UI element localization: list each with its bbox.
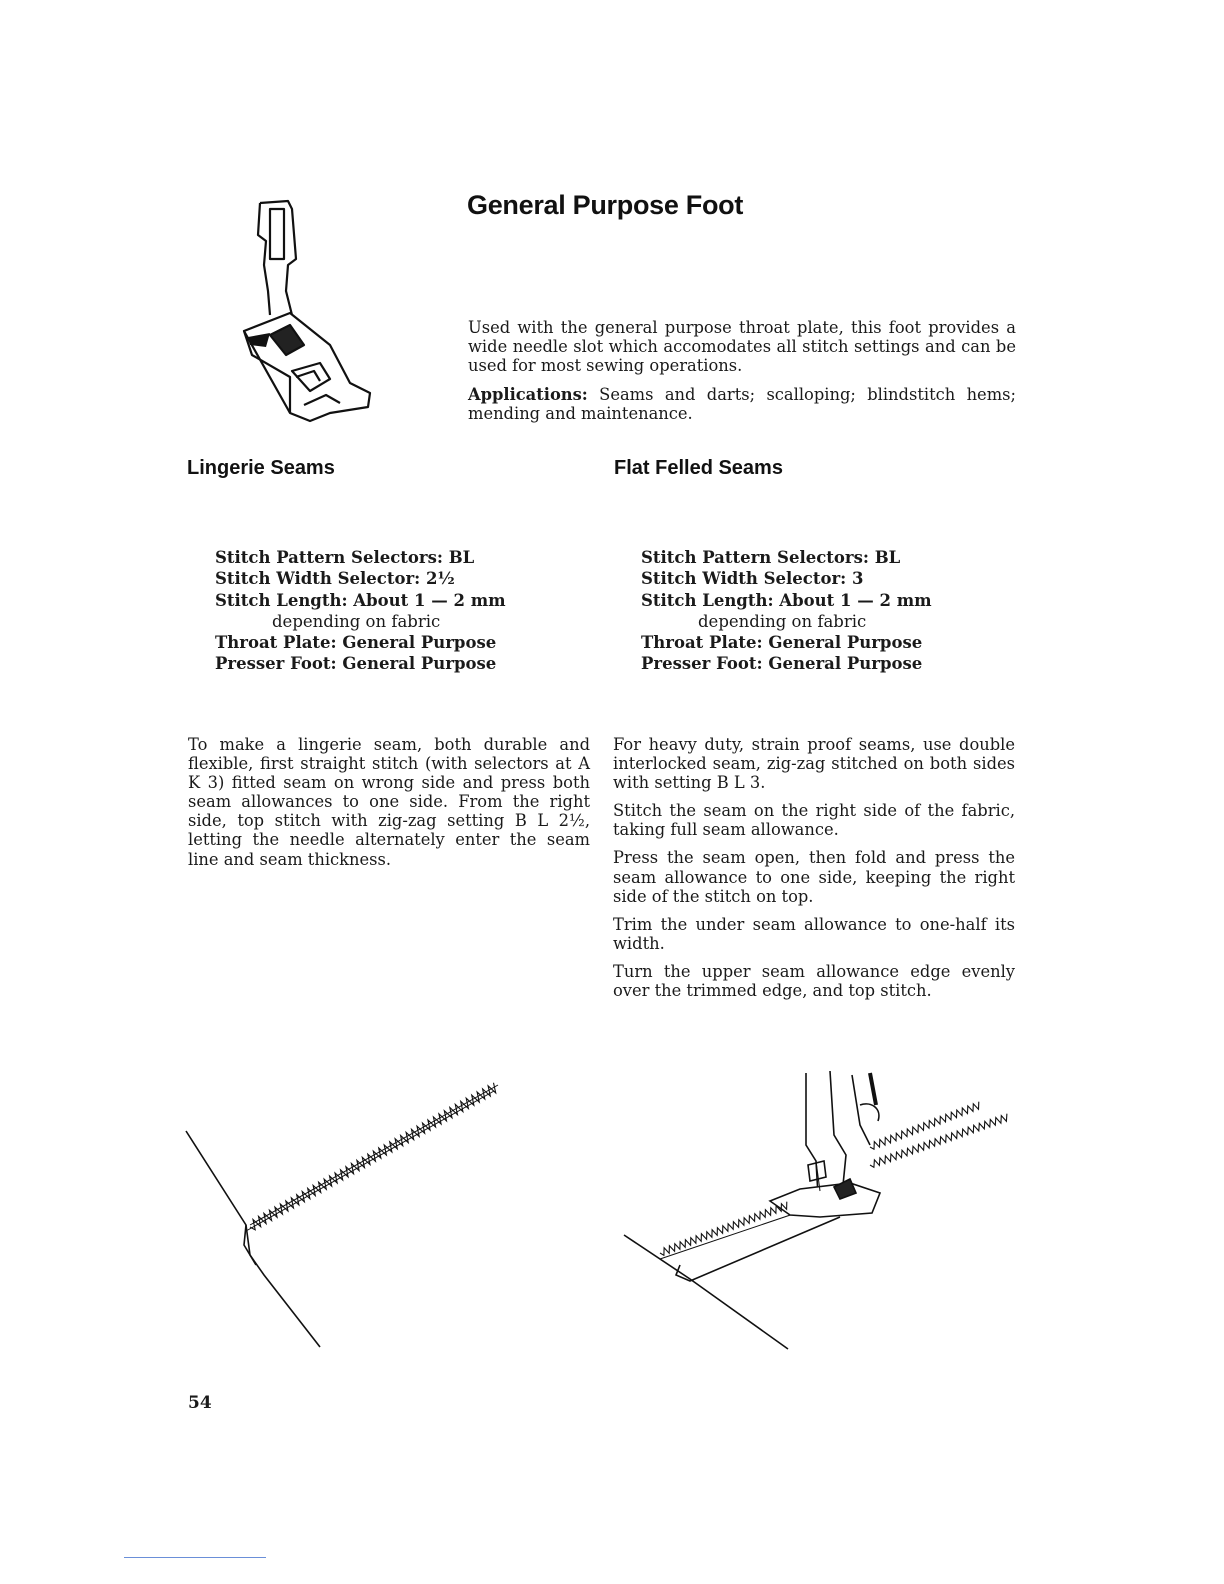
applications-label: Applications:: [468, 384, 588, 404]
spec-length-note: depending on fabric: [698, 611, 867, 631]
flatfelled-paragraph-2: Stitch the seam on the right side of the fabric, taking full seam allowance.: [613, 801, 1015, 840]
flatfelled-paragraph-4: Trim the under seam allowance to one-half its width.: [613, 914, 1015, 953]
lingerie-body: [188, 735, 590, 878]
spec-length: Stitch Length: About 1 — 2 mm: [215, 590, 506, 610]
flatfelled-body: [613, 735, 1015, 1009]
zigzag-stitch: [250, 1083, 496, 1230]
presser-foot-illustration: [230, 195, 370, 425]
lingerie-specs: [215, 547, 506, 675]
lingerie-paragraph: To make a lingerie seam, both durable and flexible, first straight stitch (with selectors at A K 3) fitted seam on wrong side and press both seam allowances to one side. From the right side, top stitch with zig-zag setting B L 2½, letting the needle alternately enter the seam line and seam thickness.: [188, 735, 590, 869]
spec-length-note: depending on fabric: [272, 611, 441, 631]
spec-presser-foot: Presser Foot: General Purpose: [641, 654, 923, 674]
spec-width: Stitch Width Selector: 2½: [215, 569, 455, 589]
flatfelled-paragraph-5: Turn the upper seam allowance edge evenly over the trimmed edge, and top stitch.: [613, 961, 1015, 1001]
page-title: General Purpose Foot: [467, 190, 744, 220]
bottom-rule: [124, 1557, 266, 1558]
spec-width: Stitch Width Selector: 3: [641, 569, 864, 589]
intro-description: Used with the general purpose throat plate, this foot provides a wide needle slot which accomodates all stitch settings and can be used for most sewing operations.: [468, 318, 1016, 376]
page-number: 54: [188, 1393, 212, 1413]
lingerie-seam-illustration: [180, 1075, 520, 1355]
intro-applications: [468, 385, 1016, 423]
spec-pattern: Stitch Pattern Selectors: BL: [641, 548, 901, 567]
spec-throat-plate: Throat Plate: General Purpose: [641, 633, 923, 653]
spec-throat-plate: Throat Plate: General Purpose: [215, 633, 497, 653]
spec-presser-foot: Presser Foot: General Purpose: [215, 654, 497, 674]
flat-felled-seam-illustration: [620, 1065, 1040, 1365]
applications-text: Seams and darts; scalloping; blindstitch hems; mending and maintenance.: [468, 384, 1016, 423]
intro-text: [468, 318, 1016, 432]
flatfelled-paragraph-1: For heavy duty, strain proof seams, use double interlocked seam, zig-zag stitched on both sides with setting B L 3.: [613, 735, 1015, 793]
spec-pattern: Stitch Pattern Selectors: BL: [215, 548, 475, 567]
flatfelled-paragraph-3: Press the seam open, then fold and press the seam allowance to one side, keeping the right side of the stitch on top.: [613, 848, 1015, 906]
spec-length: Stitch Length: About 1 — 2 mm: [641, 590, 932, 610]
flatfelled-specs: [641, 547, 932, 675]
lingerie-seams-title: Lingerie Seams: [187, 457, 335, 479]
flat-felled-seams-title: Flat Felled Seams: [614, 457, 783, 479]
